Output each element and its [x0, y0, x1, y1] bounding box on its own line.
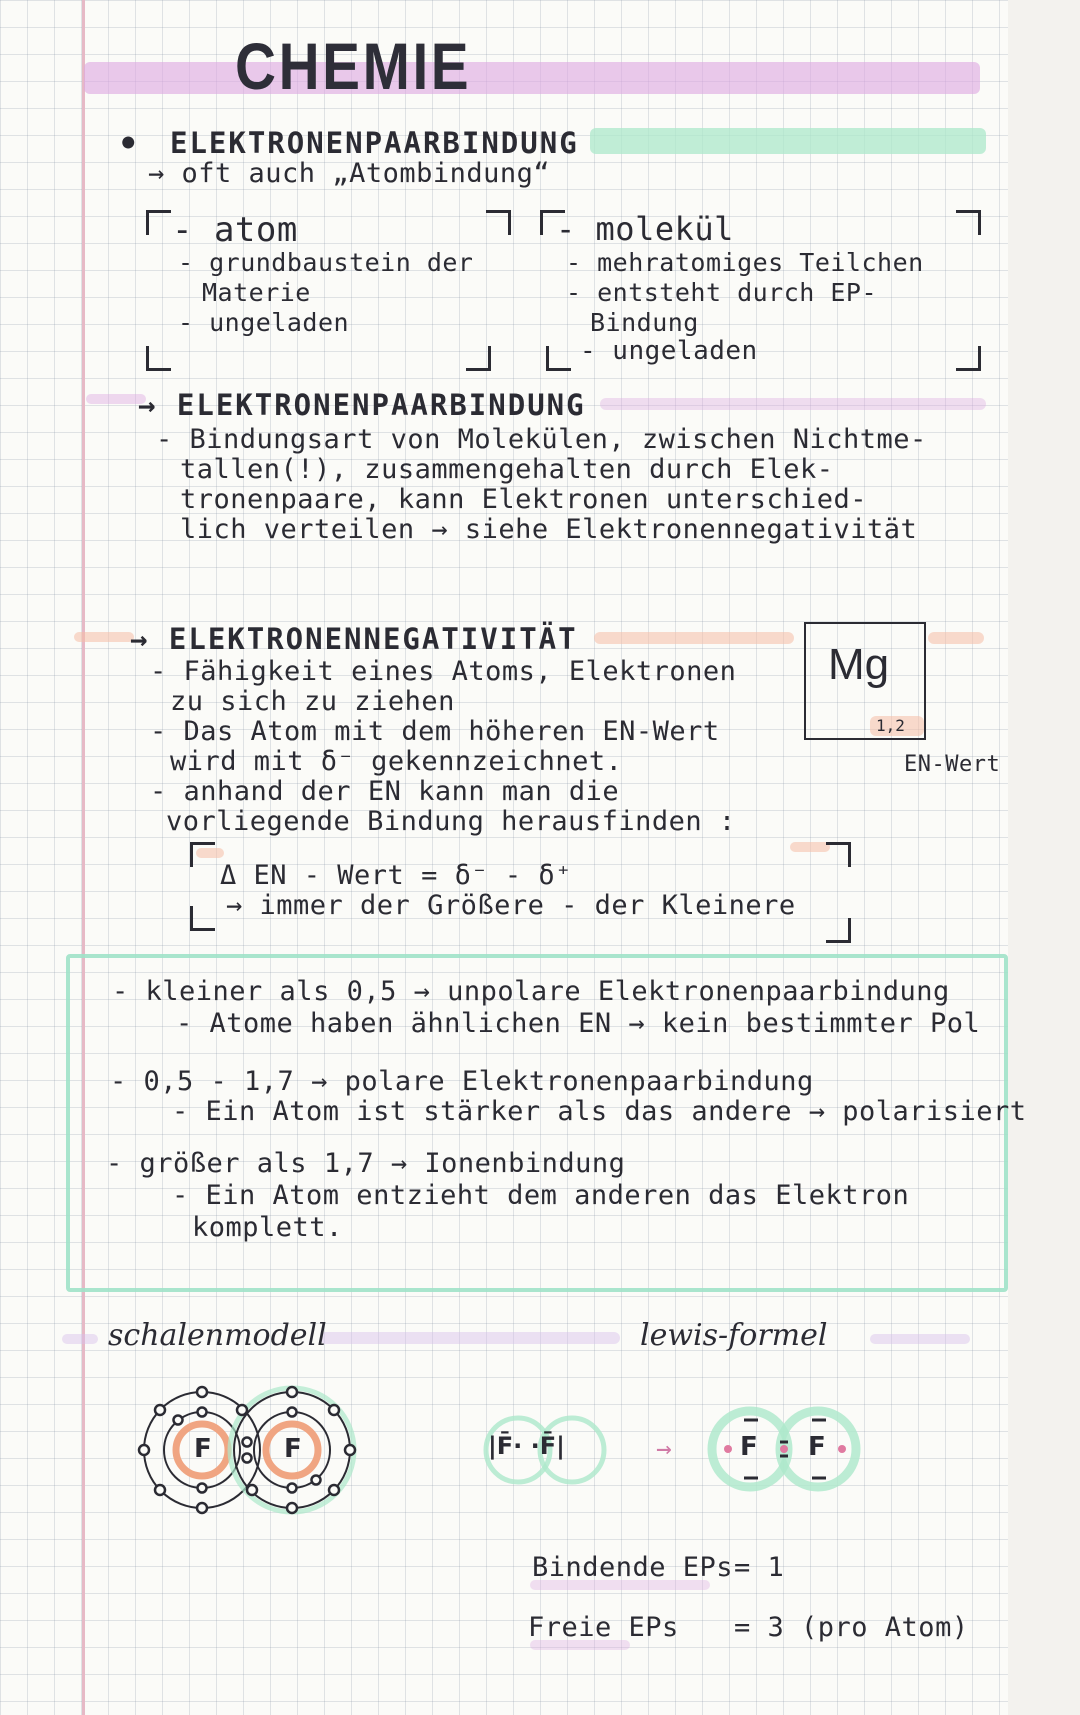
- range-detail: - Ein Atom entzieht dem anderen das Elektron: [172, 1180, 910, 1211]
- schalenmodell-label: schalenmodell: [108, 1318, 327, 1353]
- molekuel-line: - ungeladen: [580, 336, 758, 366]
- molekuel-line: - entsteht durch EP-: [566, 278, 878, 307]
- shell-symbol-left: F: [194, 1434, 212, 1464]
- en-line: vorliegende Bindung herausfinden :: [166, 806, 736, 837]
- heading-highlight: [594, 632, 794, 644]
- lewis-after-right: F: [808, 1432, 826, 1462]
- range-detail: - Ein Atom ist stärker als das andere → polarisiert: [172, 1096, 1027, 1127]
- heading-highlight: [928, 632, 984, 644]
- element-en-caption: EN-Wert: [904, 752, 1001, 777]
- bracket: [956, 346, 981, 371]
- bracket: [466, 346, 491, 371]
- freie-eps-value: = 3 (pro Atom): [734, 1612, 969, 1643]
- freie-eps-label: Freie EPs: [528, 1612, 679, 1643]
- section-heading-epb-2: → ELEKTRONENPAARBINDUNG: [138, 388, 586, 422]
- en-line: zu sich zu ziehen: [170, 686, 455, 717]
- subnote-atombindung: → oft auch „Atombindung“: [148, 158, 551, 189]
- bullet: •: [118, 124, 141, 164]
- molekuel-line: Bindung: [590, 308, 699, 337]
- lewis-arrow: →: [656, 1434, 673, 1464]
- formula-highlight: [790, 842, 830, 852]
- page-title: CHEMIE: [235, 29, 472, 103]
- element-symbol: Mg: [828, 640, 890, 689]
- bindende-eps-label: Bindende EPs: [532, 1552, 734, 1583]
- range-title: - kleiner als 0,5 → unpolare Elektronenpaarbindung: [112, 976, 950, 1007]
- section-heading-epb: ELEKTRONENPAARBINDUNG: [170, 126, 579, 160]
- heading-highlight: [74, 632, 134, 642]
- margin-line: [82, 0, 85, 1715]
- lewis-before: |F̄· ·F̄|: [488, 1432, 565, 1460]
- models-highlight: [320, 1332, 620, 1344]
- bracket: [146, 210, 171, 235]
- en-line: - Fähigkeit eines Atoms, Elektronen: [150, 656, 737, 687]
- bindende-eps-value: = 1: [734, 1552, 785, 1583]
- models-highlight: [870, 1334, 970, 1344]
- en-line: - Das Atom mit dem höheren EN-Wert: [150, 716, 720, 747]
- shell-symbol-right: F: [284, 1434, 302, 1464]
- atom-line: Materie: [202, 278, 311, 307]
- models-highlight: [62, 1334, 98, 1344]
- bracket: [146, 346, 171, 371]
- title-highlight: [84, 62, 980, 94]
- section-heading-en: → ELEKTRONENNEGATIVITÄT: [130, 622, 578, 656]
- range-title: - 0,5 - 1,7 → polare Elektronenpaarbindung: [110, 1066, 814, 1097]
- molekuel-label: - molekül: [556, 210, 734, 248]
- heading-highlight: [86, 394, 146, 404]
- heading-highlight: [590, 128, 986, 154]
- bracket: [190, 842, 215, 867]
- range-detail: komplett.: [192, 1212, 343, 1243]
- en-line: wird mit δ⁻ gekennzeichnet.: [170, 746, 623, 777]
- lewis-formel-label: lewis-formel: [640, 1318, 828, 1353]
- bracket: [190, 906, 215, 931]
- epb-line: - Bindungsart von Molekülen, zwischen Nichtme-: [156, 424, 927, 455]
- en-formula: Δ EN - Wert = δ⁻ - δ⁺: [220, 860, 572, 891]
- en-formula-note: → immer der Größere - der Kleinere: [226, 890, 796, 921]
- epb-line: lich verteilen → siehe Elektronennegativität: [180, 514, 918, 545]
- bracket: [826, 918, 851, 943]
- range-detail: - Atome haben ähnlichen EN → kein bestimmter Pol: [176, 1008, 981, 1039]
- epb-line: tronenpaare, kann Elektronen unterschied-: [180, 484, 867, 515]
- lewis-after-rings: [700, 1404, 880, 1494]
- bracket: [546, 346, 571, 371]
- atom-line: - ungeladen: [178, 308, 350, 337]
- atom-label: - atom: [172, 210, 298, 250]
- shell-model-diagram: [120, 1380, 360, 1520]
- bracket: [956, 210, 981, 235]
- range-title: - größer als 1,7 → Ionenbindung: [106, 1148, 626, 1179]
- heading-highlight: [600, 398, 986, 410]
- bracket: [826, 842, 851, 867]
- bracket: [486, 210, 511, 235]
- atom-line: - grundbaustein der: [178, 248, 474, 277]
- en-line: - anhand der EN kann man die: [150, 776, 620, 807]
- epb-line: tallen(!), zusammengehalten durch Elek-: [180, 454, 834, 485]
- element-en-value: 1,2: [876, 716, 905, 735]
- page-edge: [1008, 0, 1080, 1715]
- lewis-after-left: F: [740, 1432, 758, 1462]
- molekuel-line: - mehratomiges Teilchen: [566, 248, 924, 277]
